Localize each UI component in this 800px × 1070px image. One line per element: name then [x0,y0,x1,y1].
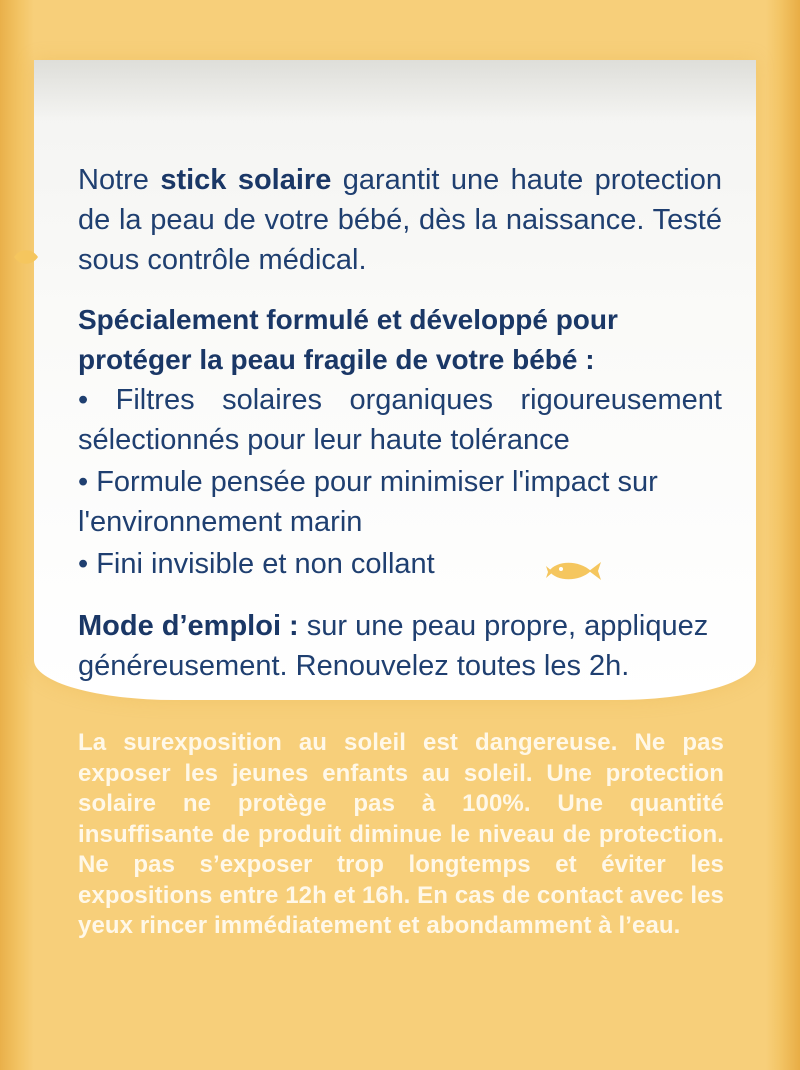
product-description [78,160,722,280]
fish-icon [14,248,38,266]
intro-suffix: garantit une haute protection de la peau de votre bébé, dès la naissance. Testé sous contrôle médical. [78,164,722,276]
product-name: stick solaire [160,164,332,196]
benefit-item-finish: • Fini invisible et non collant [78,548,435,580]
benefit-item-environment: • Formule pensée pour minimiser l'impact sur l'environnement marin [78,466,658,538]
benefit-item-filters: • Filtres solaires organiques rigoureusement sélectionnés pour leur haute tolérance [78,384,722,456]
safety-warning: La surexposition au soleil est dangereuse. Ne pas exposer les jeunes enfants au soleil. Une protection solaire ne protège pas à 100%. Une quantité insuffisante de produit diminue le niveau de protection. Ne pas s’exposer trop longtemps et éviter les expositions entre 12h et 16h. En cas de contact avec les yeux rincer immédiatement et abondamment à l’eau. [78,729,724,939]
label-top-shade [34,60,756,120]
usage-label: Mode d’emploi : [78,610,299,642]
intro-prefix: Notre [78,164,161,196]
usage-text: sur une peau propre, appliquez généreusement. Renouvelez toutes les 2h. [78,610,709,682]
fish-icon [543,558,601,584]
benefits-heading: Spécialement formulé et développé pour protéger la peau fragile de votre bébé : [78,304,618,375]
package-edge-right [766,0,800,1070]
package-edge-left [0,0,34,1070]
usage-instructions [78,606,722,686]
